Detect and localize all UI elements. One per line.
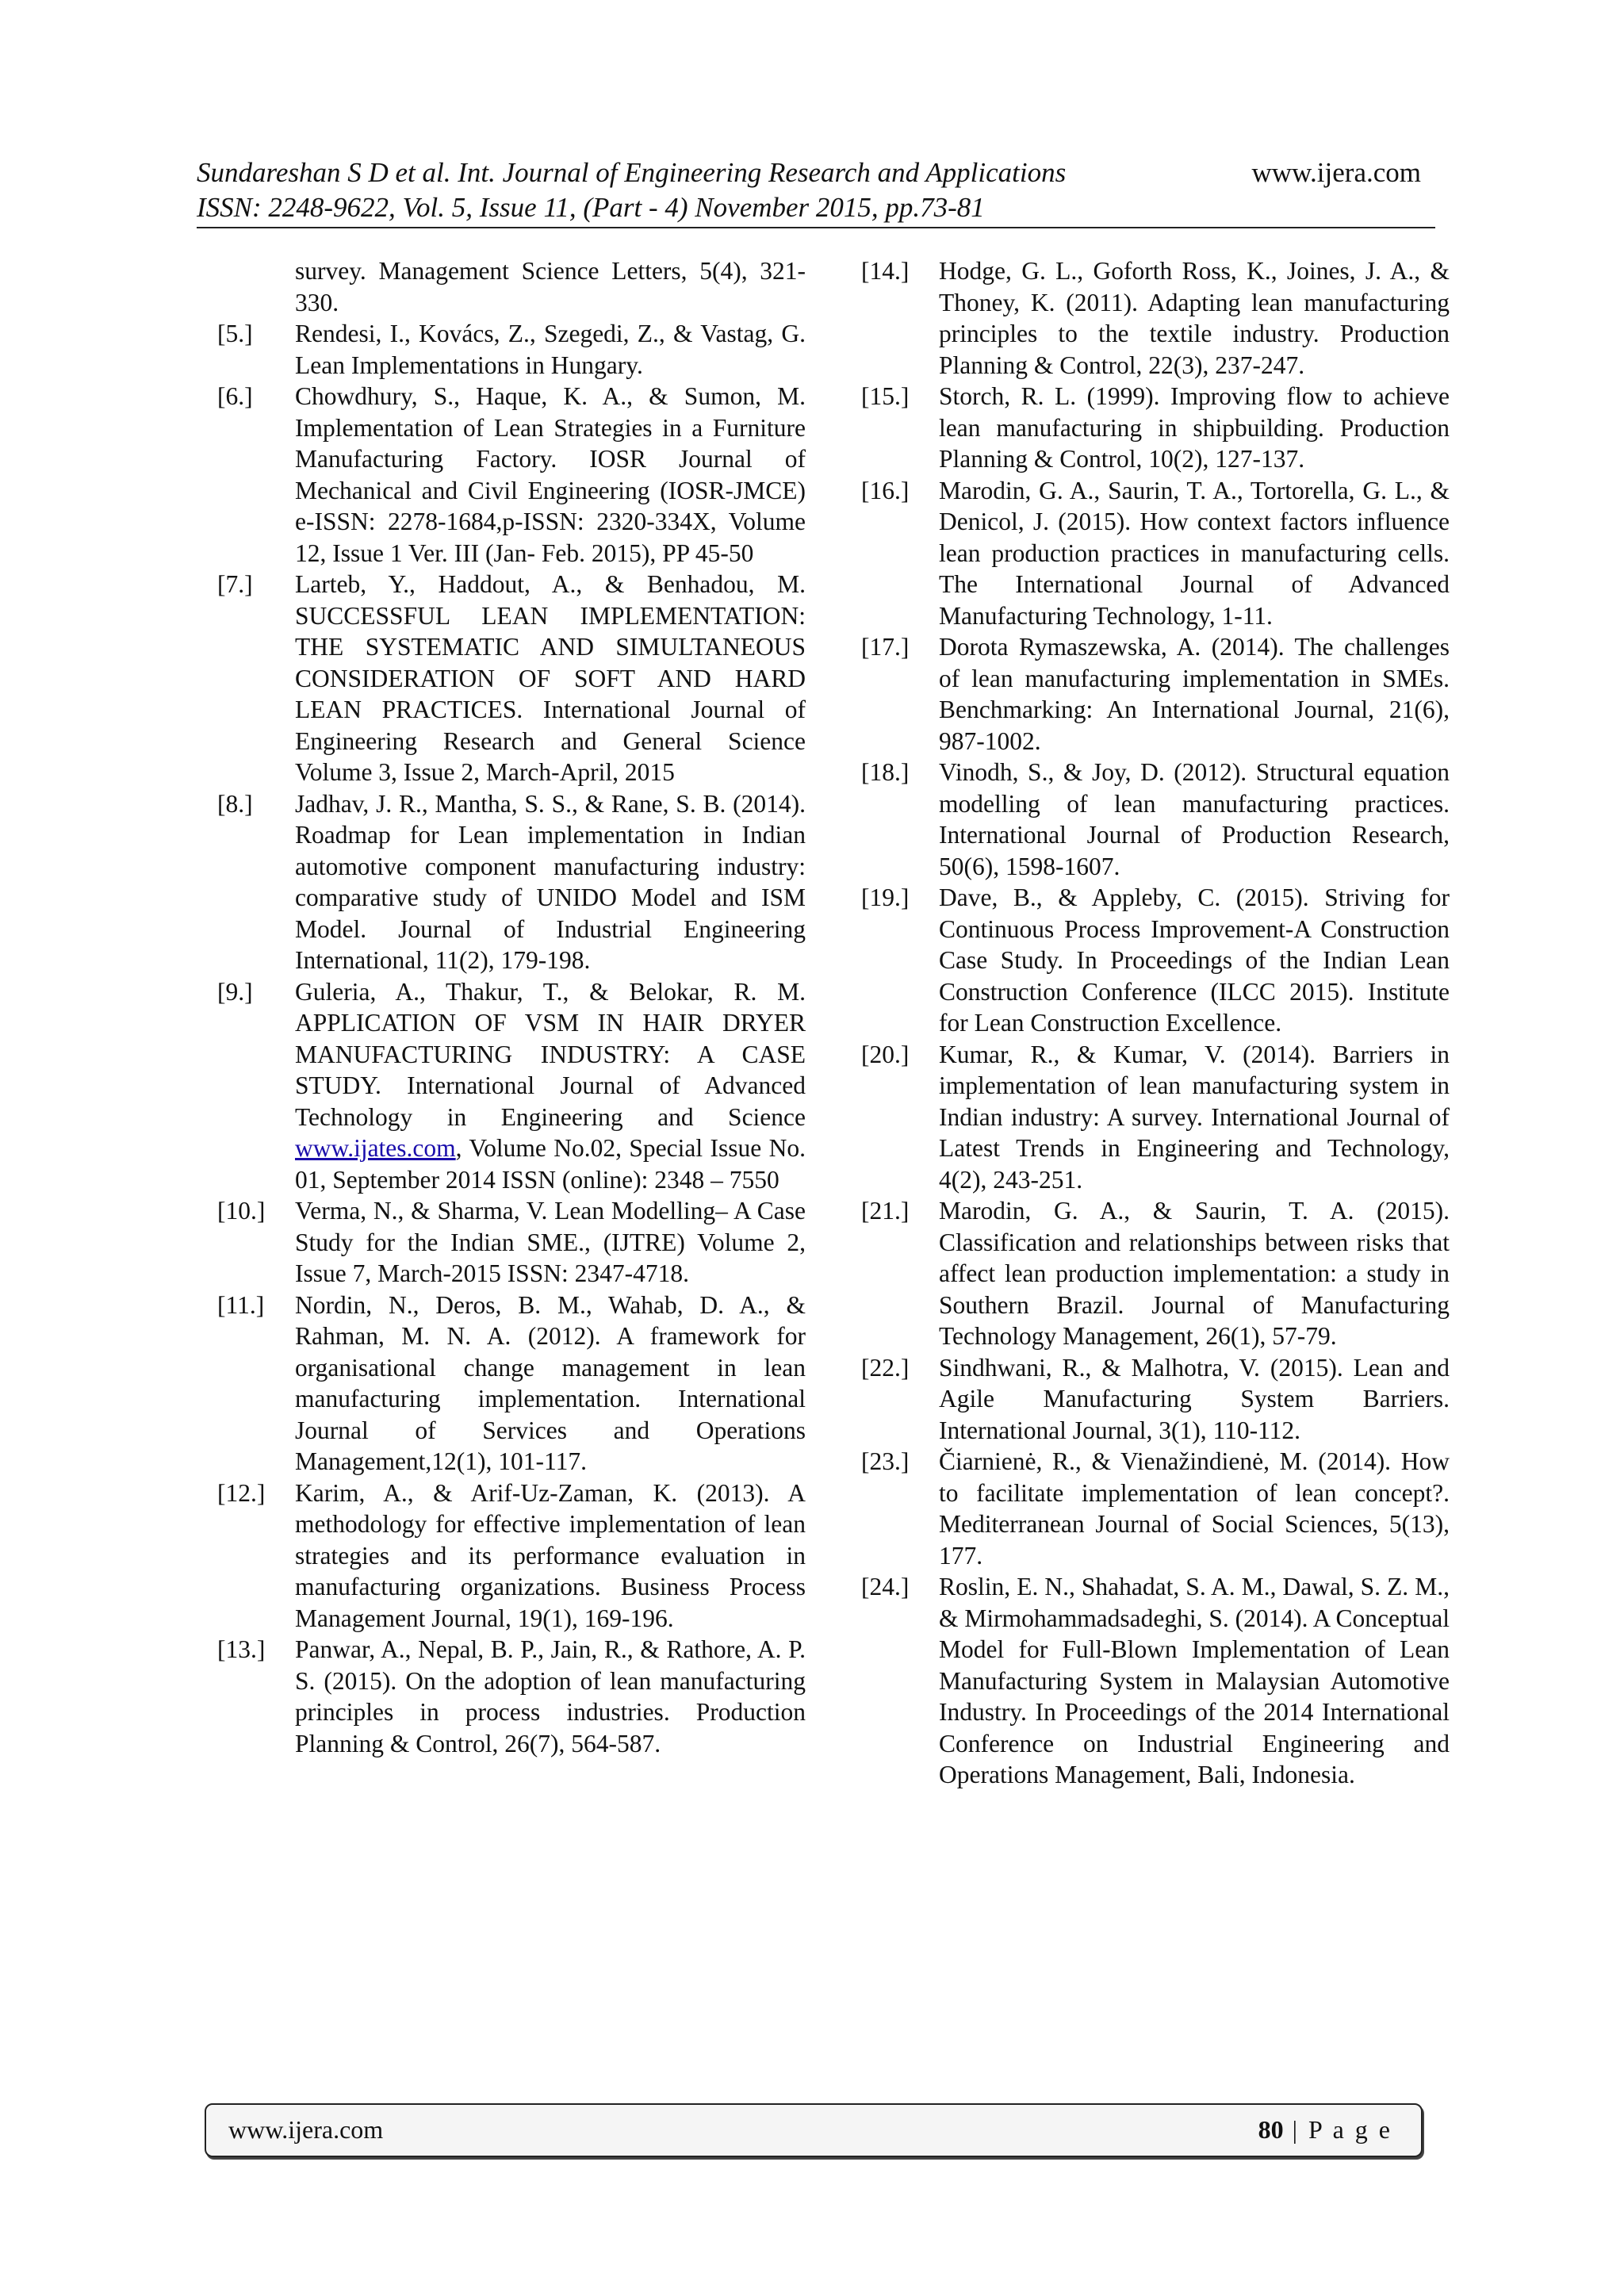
reference-item: [861, 1352, 1450, 1447]
reference-number: [6.]: [217, 382, 253, 410]
reference-number: [13.]: [217, 1635, 266, 1663]
reference-number: [7.]: [217, 570, 253, 598]
reference-text-part: Guleria, A., Thakur, T., & Belokar, R. M. APPLICATION OF VSM IN HAIR DRYER MANUFACTURING INDUSTRY: A CASE STUDY. International Journal of Advanced Technology in Engineering and Science: [295, 977, 806, 1131]
header-site-url: www.ijera.com: [1251, 157, 1421, 188]
reference-number: [24.]: [861, 1573, 910, 1600]
reference-item: [861, 381, 1450, 475]
reference-item: [217, 1634, 806, 1759]
reference-item: [861, 475, 1450, 632]
reference-number: [9.]: [217, 977, 253, 1006]
reference-number: [8.]: [217, 789, 253, 818]
header-line-2: ISSN: 2248-9622, Vol. 5, Issue 11, (Part - 4) November 2015, pp.73-81: [197, 192, 985, 223]
reference-text-part: , Volume No.02, Special Issue No. 01, September 2014 ISSN (online): 2348 – 7550: [295, 1134, 806, 1194]
reference-text: Verma, N., & Sharma, V. Lean Modelling– A Case Study for the Indian SME., (IJTRE) Volume 2, Issue 7, March-2015 ISSN: 2347-4718.: [295, 1197, 806, 1287]
reference-item: [861, 757, 1450, 882]
page-number: 80: [1258, 2115, 1284, 2144]
reference-text: Marodin, G. A., & Saurin, T. A. (2015). Classification and relationships between risks that affect lean production implementation: a study in Southern Brazil. Journal of Manufacturing Technology Management, 26(1), 57-79.: [939, 1197, 1450, 1350]
header-line-1: [197, 155, 1435, 190]
page-footer: [205, 2103, 1423, 2157]
reference-number: [23.]: [861, 1447, 910, 1475]
reference-text: Dave, B., & Appleby, C. (2015). Striving for Continuous Process Improvement-A Construction Case Study. In Proceedings of the Indian Lean Construction Conference (ILCC 2015). Institute for Lean Construction Excellence.: [939, 884, 1450, 1037]
reference-text: Roslin, E. N., Shahadat, S. A. M., Dawal, S. Z. M., & Mirmohammadsadeghi, S. (2014). A Conceptual Model for Full-Blown Implementation of Lean Manufacturing System in Malaysian Automotive Industry. In Proceedings of the 2014 International Conference on Industrial Engineering and Operations Management, Bali, Indonesia.: [939, 1573, 1450, 1788]
left-reference-column: [217, 255, 806, 1759]
reference-number: [22.]: [861, 1353, 910, 1382]
reference-text: Chowdhury, S., Haque, K. A., & Sumon, M. Implementation of Lean Strategies in a Furniture Manufacturing Factory. IOSR Journal of Mechanical and Civil Engineering (IOSR-JMCE) e-ISSN: 2278-1684,p-ISSN: 2320-334X, Volume 12, Issue 1 Ver. III (Jan- Feb. 2015), PP 45-50: [295, 382, 806, 567]
reference-number: [20.]: [861, 1040, 910, 1068]
reference-number: [18.]: [861, 758, 910, 786]
reference-text: [295, 976, 806, 1196]
reference-text: Čiarnienė, R., & Vienažindienė, M. (2014). How to facilitate implementation of lean concept?. Mediterranean Journal of Social Sciences, 5(13), 177.: [939, 1447, 1450, 1570]
reference-text: Jadhav, J. R., Mantha, S. S., & Rane, S. B. (2014). Roadmap for Lean implementation in Indian automotive component manufacturing industry: comparative study of UNIDO Model and ISM Model. Journal of Industrial Engineering International, 11(2), 179-198.: [295, 789, 806, 974]
reference-number: [21.]: [861, 1197, 910, 1225]
reference-number: [19.]: [861, 884, 910, 911]
reference-item: [861, 1195, 1450, 1352]
reference-number: [14.]: [861, 257, 910, 285]
reference-text: Larteb, Y., Haddout, A., & Benhadou, M. SUCCESSFUL LEAN IMPLEMENTATION: THE SYSTEMATIC AND SIMULTANEOUS CONSIDERATION OF SOFT AND HARD LEAN PRACTICES. International Journal of Engineering Research and General Science Volume 3, Issue 2, March-April, 2015: [295, 570, 806, 786]
reference-text: Sindhwani, R., & Malhotra, V. (2015). Lean and Agile Manufacturing System Barriers. International Journal, 3(1), 110-112.: [939, 1353, 1450, 1444]
header-divider: [197, 227, 1435, 228]
reference-item: [217, 255, 806, 318]
reference-text: Vinodh, S., & Joy, D. (2012). Structural equation modelling of lean manufacturing practices. International Journal of Production Research, 50(6), 1598-1607.: [939, 758, 1450, 880]
reference-item: [217, 1478, 806, 1635]
reference-number: [11.]: [217, 1290, 265, 1319]
reference-number: [17.]: [861, 633, 910, 661]
reference-text: Karim, A., & Arif-Uz-Zaman, K. (2013). A methodology for effective implementation of lean strategies and its performance evaluation in manufacturing organizations. Business Process Management Journal, 19(1), 169-196.: [295, 1478, 806, 1632]
reference-number: [15.]: [861, 382, 910, 410]
reference-item: [217, 318, 806, 381]
reference-text: survey. Management Science Letters, 5(4), 321-330.: [295, 257, 806, 316]
running-header: [197, 155, 1435, 225]
reference-item: [217, 1290, 806, 1478]
reference-item: [217, 976, 806, 1196]
reference-item: [861, 1039, 1450, 1196]
footer-page-number: [1258, 2115, 1392, 2145]
reference-text: Dorota Rymaszewska, A. (2014). The challenges of lean manufacturing implementation in SMEs. Benchmarking: An International Journal, 21(6), 987-1002.: [939, 633, 1450, 755]
reference-item: [861, 1446, 1450, 1571]
reference-item: [861, 1571, 1450, 1791]
header-journal-citation: Sundareshan S D et al. Int. Journal of Engineering Research and Applications: [197, 157, 1067, 188]
reference-number: [5.]: [217, 320, 253, 347]
reference-text: Rendesi, I., Kovács, Z., Szegedi, Z., & Vastag, G. Lean Implementations in Hungary.: [295, 320, 806, 379]
reference-number: [16.]: [861, 476, 910, 504]
reference-number: [12.]: [217, 1478, 266, 1507]
footer-site-url: www.ijera.com: [228, 2115, 384, 2144]
reference-item: [217, 569, 806, 788]
reference-number: [10.]: [217, 1197, 266, 1225]
reference-text: Storch, R. L. (1999). Improving flow to achieve lean manufacturing in shipbuilding. Production Planning & Control, 10(2), 127-137.: [939, 382, 1450, 473]
page-label: | P a g e: [1292, 2115, 1392, 2144]
reference-item: [217, 788, 806, 976]
reference-text: Nordin, N., Deros, B. M., Wahab, D. A., & Rahman, M. N. A. (2012). A framework for organisational change management in lean manufacturing implementation. International Journal of Services and Operations Management,12(1), 101-117.: [295, 1290, 806, 1475]
reference-item: [861, 882, 1450, 1039]
reference-item: [861, 255, 1450, 381]
reference-item: [217, 1195, 806, 1290]
reference-item: [861, 631, 1450, 757]
reference-text: Marodin, G. A., Saurin, T. A., Tortorella, G. L., & Denicol, J. (2015). How context factors influence lean production practices in manufacturing cells. The International Journal of Advanced Manufacturing Technology, 1-11.: [939, 476, 1450, 630]
reference-item: [217, 381, 806, 569]
reference-text: Panwar, A., Nepal, B. P., Jain, R., & Rathore, A. P. S. (2015). On the adoption of lean manufacturing principles in process industries. Production Planning & Control, 26(7), 564-587.: [295, 1635, 806, 1757]
reference-text: Hodge, G. L., Goforth Ross, K., Joines, J. A., & Thoney, K. (2011). Adapting lean manufacturing principles to the textile industry. Production Planning & Control, 22(3), 237-247.: [939, 257, 1450, 379]
reference-text: Kumar, R., & Kumar, V. (2014). Barriers in implementation of lean manufacturing system in Indian industry: A survey. International Journal of Latest Trends in Engineering and Technology, 4(2), 243-251.: [939, 1040, 1450, 1194]
reference-link[interactable]: www.ijates.com: [295, 1134, 456, 1162]
right-reference-column: [861, 255, 1450, 1791]
